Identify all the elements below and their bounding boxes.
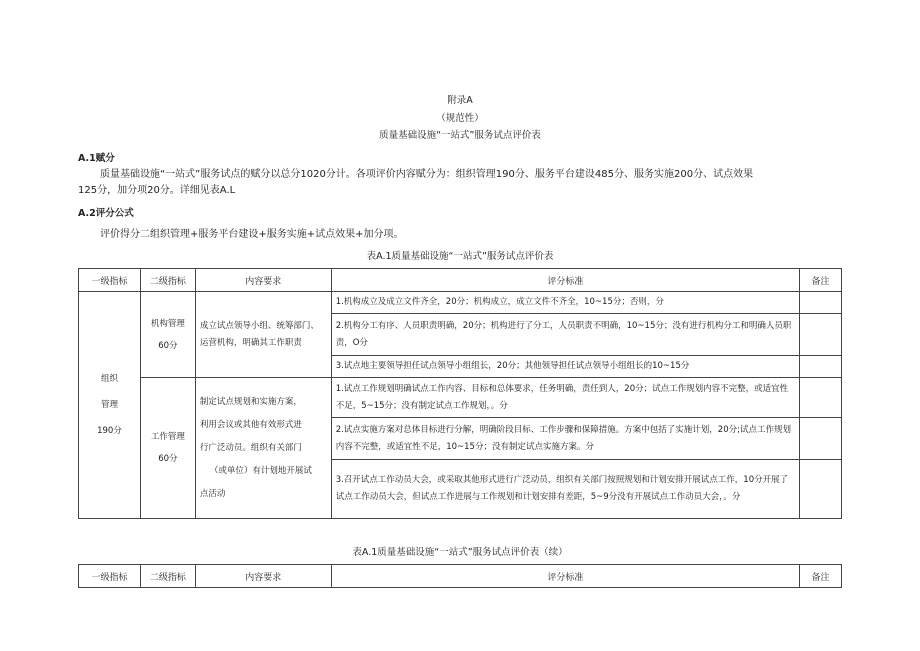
remark-cell [800,460,842,519]
section-a2-heading: A.2评分公式 [78,208,134,219]
header-level1: 一级指标 [79,269,141,292]
appendix-label: 附录A [447,95,473,106]
criteria-cell: 1.试点工作规划明确试点工作内容、目标和总体要求，任务明确，责任到人，20分；试点工作规划内容不完整，或适宜性不足，5~15分；没有制定试点工作规划，。分 [331,378,799,418]
remark-cell [800,418,842,460]
evaluation-table-continued [78,564,842,588]
level2-name: 工作管理 [150,432,185,442]
criteria-cell: 1.机构成立及成立文件齐全，20分；机构成立，成立文件不齐全，10~15分；否则，分 [331,292,799,314]
level2-score: 60分 [158,340,178,351]
appendix-normative: （规范性） [436,113,484,124]
content-cell: 成立试点领导小组、统筹部门、运营机构，明确其工作职责 [195,292,331,378]
appendix-title: 质量基础设施“一站式”服务试点评价表 [379,130,541,141]
header-level1: 一级指标 [79,565,141,588]
section-a2-formula: 评价得分二组织管理+服务平台建设+服务实施+试点效果+加分项。 [100,229,404,240]
content-line: 利用会议或其他有效形式进 [199,419,302,430]
header-criteria: 评分标准 [331,565,799,588]
content-line: 制定试点规划和实施方案， [199,396,302,407]
criteria-cell: 3.试点地主要领导担任试点领导小组组长，20分；其他领导担任试点领导小组组长的10~15分 [331,356,799,378]
content-line: 点活动 [199,488,226,499]
table2-header-row [79,565,842,588]
level2-score: 60分 [158,454,178,464]
table-row [79,292,842,314]
remark-cell [800,356,842,378]
table-row [79,378,842,418]
section-a1-paragraph-line2: 125分，加分项20分。详细见表A.L [78,185,236,196]
level1-name: 组织 [100,374,118,384]
header-level2: 二级指标 [140,269,195,292]
section-a1-heading: A.1赋分 [78,153,115,164]
criteria-cell: 2.试点实施方案对总体目标进行分解，明确阶段目标、工作步骤和保障措施。方案中包括了实施计划，20分;试点工作规划内容不完整，或适宜性不足，10~15分；没有制定试点实施方案。分 [331,418,799,460]
level2-cell-work [140,378,195,519]
evaluation-table [78,268,842,519]
level1-name2: 管理 [100,400,118,410]
table2-caption: 表A.1质量基础设施“一站式”服务试点评价表（续） [352,547,568,558]
remark-cell [800,378,842,418]
remark-cell [800,314,842,356]
header-content: 内容要求 [195,565,331,588]
section-a1-paragraph-line1: 质量基础设施“一站式”服务试点的赋分以总分1020分计。各项评价内容赋分为：组织管理190分、服务平台建设485分、服务实施200分、试点效果 [100,169,754,180]
remark-cell [800,292,842,314]
header-remark: 备注 [800,269,842,292]
content-cell [195,378,331,519]
header-content: 内容要求 [195,269,331,292]
header-remark: 备注 [800,565,842,588]
level1-cell [79,292,141,519]
header-level2: 二级指标 [140,565,195,588]
content-line: 行广泛动员。组织有关部门 [199,442,302,453]
header-criteria: 评分标准 [331,269,799,292]
level2-cell-org [140,292,195,378]
content-line: （或单位）有计划地开展试 [209,465,312,476]
criteria-cell: 2.机构分工有序、人员职责明确，20分；机构进行了分工，人员职责不明确，10~15分；没有进行机构分工和明确人员职责，O分 [331,314,799,356]
criteria-cell: 3.召开试点工作动员大会，或采取其他形式进行广泛动员，组织有关部门按照规划和计划安排开展试点工作，10分开展了试点工作动员大会，但试点工作进展与工作规划和计划安排有差距，5~9分没有开展试点工作动员大会，。分 [331,460,799,519]
table1-caption: 表A.1质量基础设施“一站式”服务试点评价表 [366,251,554,262]
level1-score: 190分 [97,426,122,436]
level2-name: 机构管理 [150,318,185,329]
table1-header-row [79,269,842,292]
